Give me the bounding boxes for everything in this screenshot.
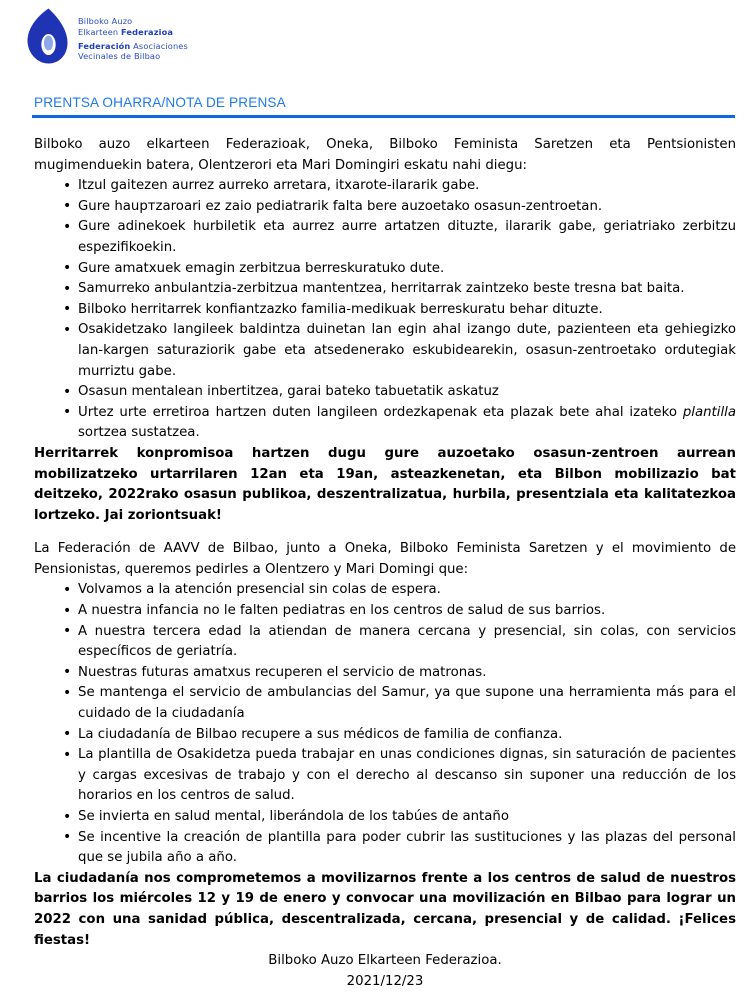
list-item: • Osakidetzako langileek baldintza duinetan lan egin ahal izango dute, pazienteen eta gehiegizko lan-kargen saturaziorik gabe eta atsedenerako eskubidearekin, osasun-zentroetako ordutegiak murriztu gabe. xyxy=(34,320,736,382)
signature-block xyxy=(34,951,736,992)
header-divider xyxy=(32,115,735,118)
signature-date: 2021/12/23 xyxy=(346,973,424,989)
list-item: • Se invierta en salud mental, liberándola de los tabúes de antaño xyxy=(34,807,736,828)
spanish-intro-paragraph: La Federación de AAVV de Bilbao, junto a Oneka, Bilboko Feminista Saretzen y el movimiento de Pensionistas, queremos pedirles a Olentzero y Mari Domingi que: xyxy=(34,541,736,577)
list-item: • Gure hauртzaroari ez zaio pediatrarik falta bere auzoetako osasun-zentroetan. xyxy=(34,197,736,218)
list-item: • A nuestra tercera edad la atiendan de manera cercana y presencial, sin colas, con servicios específicos de geriatría. xyxy=(34,622,736,663)
letterhead-line-4: Vecinales de Bilbao xyxy=(78,51,161,62)
list-item: • Gure adinekoek hurbiletik eta aurrez aurre artatzen dituzte, ilararik gabe, geriatriako zerbitzu espezifikoekin. xyxy=(34,217,736,258)
list-item: • Nuestras futuras amatxus recuperen el servicio de matronas. xyxy=(34,663,736,684)
list-item: • Volvamos a la atención presencial sin colas de espera. xyxy=(34,580,736,601)
list-item-text-pre: Urtez urte erretiroa hartzen duten langileen ordezkapenak eta plazak bete ahal izateko xyxy=(78,404,683,420)
list-item: • Gure amatxuek emagin zerbitzua berreskuratuko dute. xyxy=(34,259,736,280)
letterhead-line-3-bold: Federación xyxy=(78,40,131,51)
letterhead xyxy=(26,7,188,65)
letterhead-line-2-bold: Federazioa xyxy=(121,26,174,37)
list-item: • La ciudadanía de Bilbao recupere a sus médicos de familia de confianza. xyxy=(34,725,736,746)
letterhead-text xyxy=(78,7,188,62)
list-item-text-post: sortzea sustatzea. xyxy=(78,425,200,441)
list-item: • Itzul gaitezen aurrez aurreko arretara, itxarote-ilararik gabe. xyxy=(34,176,736,197)
list-item: • Se incentive la creación de plantilla para poder cubrir las sustituciones y las plazas del personal que se jubila año a año. xyxy=(34,828,736,869)
list-item: • Se mantenga el servicio de ambulancias del Samur, ya que supone una herramienta más para el cuidado de la ciudadanía xyxy=(34,683,736,724)
federation-drop-logo-icon xyxy=(26,7,69,65)
list-item: • A nuestra infancia no le falten pediatras en los centros de salud de sus barrios. xyxy=(34,601,736,622)
list-item xyxy=(34,403,736,444)
basque-demands-list xyxy=(34,176,736,444)
letterhead-line-1: Bilboko Auzo xyxy=(78,16,133,26)
list-item: • Samurreko anbulantzia-zerbitzua mantentzea, herritarrak zaintzeko beste tresna bat baita. xyxy=(34,279,736,300)
letterhead-line-2-plain: Elkarteen xyxy=(78,26,122,37)
list-item: • Bilboko herritarrek konfiantzazko familia-medikuak berreskuratu behar dituzte. xyxy=(34,300,736,321)
list-item: • La plantilla de Osakidetza pueda trabajar en unas condiciones dignas, sin saturación de pacientes y cargas excesivas de trabajo y con el derecho al descanso sin suponer una reducción de los horarios en los centros de salud. xyxy=(34,745,736,807)
basque-closing-paragraph: Herritarrek konpromisoa hartzen dugu gure auzoetako osasun-zentroen aurrean mobilizatzeko urtarrilaren 12an eta 19an, asteazkenetan, eta Bilbon mobilizazio bat deitzeko, 2022rako osasun publikoa, deszentralizatua, hurbila, presentziala eta kalitatezkoa lortzeko. Jai zoriontsuak! xyxy=(34,445,736,523)
letterhead-line-3-plain: Asociaciones xyxy=(130,40,188,51)
letterhead-line-3 xyxy=(78,41,188,52)
spanish-closing-paragraph: La ciudadanía nos comprometemos a movilizarnos frente a los centros de salud de nuestros barrios los miércoles 12 y 19 de enero y convocar una movilización en Bilbao para lograr un 2022 con una sanidad pública, descentralizada, cercana, presencial y de calidad. ¡Felices fiestas! xyxy=(34,870,736,948)
letterhead-line-2 xyxy=(78,27,188,38)
list-item-text-italic: plantilla xyxy=(682,404,736,420)
list-item: • Osasun mentalean inbertitzea, garai bateko tabuetatik askatuz xyxy=(34,382,736,403)
press-note-heading: PRENTSA OHARRA/NOTA DE PRENSA xyxy=(34,95,286,110)
document-body xyxy=(34,135,736,992)
signature-organization: Bilboko Auzo Elkarteen Federazioa. xyxy=(268,953,502,969)
basque-intro-paragraph: Bilboko auzo elkarteen Federazioak, Oneka, Bilboko Feminista Saretzen eta Pentsionisten mugimenduekin batera, Olentzerori eta Mari Domingiri eskatu nahi diegu: xyxy=(34,137,736,173)
spanish-demands-list xyxy=(34,580,736,868)
